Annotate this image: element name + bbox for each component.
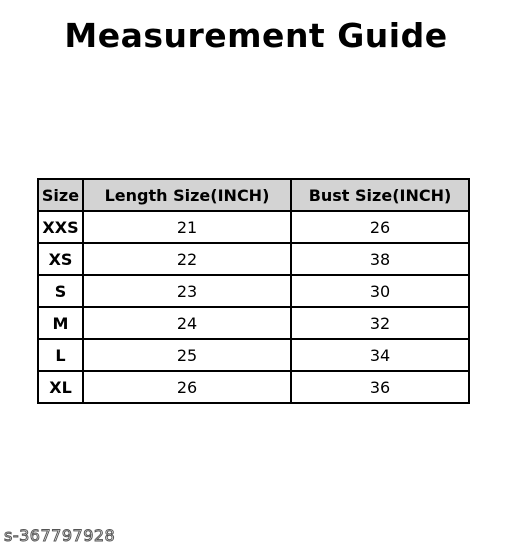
- table-row: [38, 339, 469, 371]
- table-row: [38, 275, 469, 307]
- header-size: Size: [38, 179, 83, 211]
- bust-cell: 38: [291, 243, 469, 275]
- length-cell: 21: [83, 211, 291, 243]
- bust-cell: 26: [291, 211, 469, 243]
- length-cell: 22: [83, 243, 291, 275]
- length-cell: 25: [83, 339, 291, 371]
- bust-cell: 30: [291, 275, 469, 307]
- size-cell: XL: [38, 371, 83, 403]
- length-cell: 24: [83, 307, 291, 339]
- table-row: [38, 211, 469, 243]
- size-cell: M: [38, 307, 83, 339]
- table-row: [38, 371, 469, 403]
- bust-cell: 36: [291, 371, 469, 403]
- size-cell: L: [38, 339, 83, 371]
- size-cell: XXS: [38, 211, 83, 243]
- header-length: Length Size(INCH): [83, 179, 291, 211]
- bust-cell: 34: [291, 339, 469, 371]
- table-header-row: [38, 179, 469, 211]
- bust-cell: 32: [291, 307, 469, 339]
- table-row: [38, 243, 469, 275]
- size-cell: XS: [38, 243, 83, 275]
- length-cell: 23: [83, 275, 291, 307]
- measurement-table: [37, 178, 470, 404]
- table-row: [38, 307, 469, 339]
- watermark-text: s-367797928: [4, 526, 116, 545]
- page-title: Measurement Guide: [64, 16, 448, 55]
- length-cell: 26: [83, 371, 291, 403]
- header-bust: Bust Size(INCH): [291, 179, 469, 211]
- size-cell: S: [38, 275, 83, 307]
